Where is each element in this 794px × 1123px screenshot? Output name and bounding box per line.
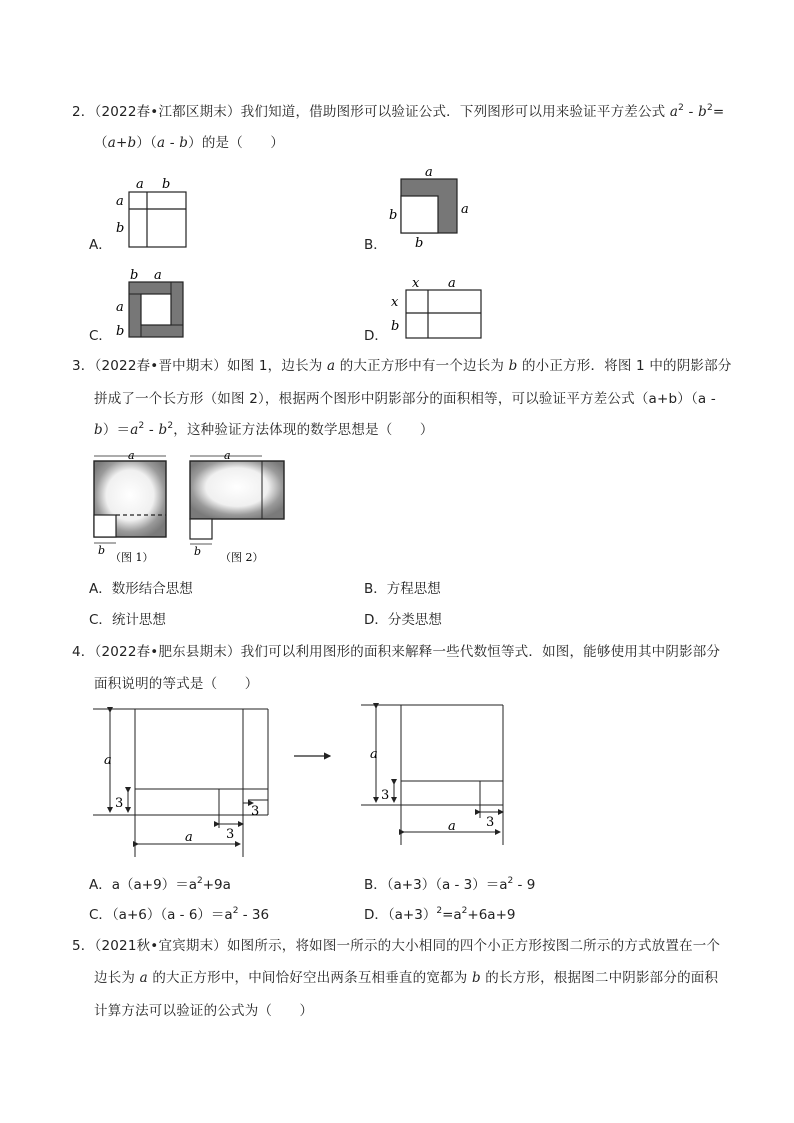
q2-formula-eq: = [712,104,725,120]
q2-figure-c [110,265,190,345]
q2-option-d-label[interactable]: D． [364,328,388,344]
q2-text-a: 我们知道，借助图形可以验证公式．下列图形可以用来验证平方差公式 [240,104,666,120]
q4-opt-a-p1: a（a+9）＝a [111,877,197,893]
q5-l2-var-a: a [139,970,148,986]
q2-fa-a-top: a [136,177,144,192]
q4-opt-d-label: D． [364,907,388,923]
q2-figure-d [385,272,485,344]
q2-figure-a [110,172,190,252]
q2-l2-end: ）的是（ ） [188,135,285,151]
q2-formula-a: a [669,104,679,120]
q3-l1-c: 的大正方形中有一个边长为 [335,358,509,374]
q4-right-3-bottom: 3 [486,815,495,830]
q2-option-c-label[interactable]: C． [89,328,112,344]
q3-opt-c-label: C． [89,612,112,628]
q2-option-b-label[interactable]: B． [364,237,387,253]
q3-opt-d-text: 分类思想 [387,612,442,628]
q4-opt-a-label: A． [89,877,112,893]
q3-opt-b-label: B． [364,581,387,597]
q4-opt-b-p2: - 9 [513,877,536,893]
q3-fig2-a: a [224,449,231,462]
q4-opt-d-p2: =a [442,907,462,923]
q2-l2-mid: ）（ [136,135,157,151]
q3-l1-a: 如图 1，边长为 [226,358,327,374]
q3-l3-rest: ，这种验证方法体现的数学思想是（ ） [173,422,434,438]
q5-number: 5． [72,938,95,954]
q2-fd-a-top: a [448,276,456,291]
q3-option-c[interactable] [89,611,166,629]
q5-line3: 计算方法可以验证的公式为（ ） [94,1003,314,1019]
q4-option-a[interactable]: A．$a(a+9)=a^2+9a$ [89,876,231,893]
q2-l2-minus: - [165,135,180,151]
q3-line3: $b)=a^2 - b^2$，这种验证方法体现的数学思想是（ ） [94,421,434,438]
q3-l3-a: a [130,422,139,438]
q4-opt-c-label: C． [89,907,112,923]
q2-fb-b-left: b [389,208,398,223]
q3-fig2-label: （图 2） [220,551,264,564]
q2-fc-b-top: b [130,268,139,283]
q3-l1-var-a: a [326,358,336,374]
q4-option-c[interactable]: C．$(a+6)(a - 6)=a^2 - 36$ [89,906,270,923]
q4-figures [88,700,518,865]
q3-opt-b-text: 方程思想 [386,581,441,597]
q3-l3-minus: - [144,422,159,438]
q5-line2 [94,969,718,987]
q4-opt-a-p2: +9a [202,877,231,893]
q3-source: （2022春•晋中期末） [94,358,227,374]
q4-right-a-vert: a [370,747,378,762]
q2-fb-a-top: a [425,165,433,180]
q2-fc-b-left: b [116,324,125,339]
q2-fa-a-left: a [116,194,124,209]
q5-l2-var-b: b [471,970,481,986]
q3-l3-eq: ）＝ [102,422,131,438]
q2-line1: 2．（2022春•江都区期末）我们知道，借助图形可以验证公式．下列图形可以用来验证平方差公式 $a^2 - b^2=$ [72,103,725,120]
q2-fb-a-right: a [461,202,469,217]
q4-source: （2022春•肥东县期末） [94,644,241,660]
q2-figure-b [385,163,475,253]
q2-l2-a: a [156,135,166,151]
q4-opt-d-p3: +6a+9 [467,907,516,923]
q5-l2-e: 的长方形，根据图二中阴影部分的面积 [480,970,719,986]
q4-left-a-horiz: a [185,830,193,845]
q4-left-3-right: 3 [251,804,260,819]
q2-fd-x-left: x [391,295,399,310]
q4-l1: 我们可以利用图形的面积来解释一些代数恒等式．如图，能够使用其中阴影部分 [240,644,721,660]
q3-option-a[interactable] [89,580,193,598]
q2-formula-b: b [698,104,707,120]
q5-source: （2021秋•宜宾期末） [94,938,227,954]
q3-line1 [72,357,732,375]
q4-left-a-vert: a [104,753,112,768]
q3-fig1-a: a [128,449,135,462]
q4-number: 4． [72,644,95,660]
q3-fig2-b: b [194,545,202,558]
q4-option-b[interactable]: B．$(a+3)(a - 3)=a^2 - 9$ [364,876,536,893]
q4-opt-b-p1: （a+3）（a - 3）＝a [386,877,508,893]
q4-right-a-horiz: a [448,819,456,834]
q2-line2 [94,134,284,152]
q4-opt-b-label: B． [364,877,387,893]
q4-line1 [72,643,720,661]
q5-l2-c: 的大正方形中，中间恰好空出两条互相垂直的宽都为 [147,970,472,986]
q3-fig1-b: b [98,544,106,557]
q3-option-d[interactable] [364,611,442,629]
q2-fa-b-left: b [116,221,125,236]
q2-fd-x-top: x [412,276,420,291]
q3-fig1-label: （图 1） [110,551,154,564]
q3-l3-b: b [94,422,103,438]
q4-opt-d-p1: （a+3） [387,907,437,923]
q2-fa-b-top: b [162,177,171,192]
q4-left-3-bottom: 3 [226,827,235,842]
q4-line2: 面积说明的等式是（ ） [94,676,259,692]
q5-l2-a: 边长为 [94,970,140,986]
q5-l1: 如图所示，将如图一所示的大小相同的四个小正方形按图二所示的方式放置在一个 [226,938,721,954]
q3-l3-b2: b [158,422,168,438]
q4-opt-c-p2: - 36 [238,907,270,923]
q4-option-d[interactable]: D．$(a+3)^2=a^2+6a+9$ [364,906,516,923]
q3-line2: 拼成了一个长方形（如图 2），根据两个图形中阴影部分的面积相等，可以验证平方差公式（a+b）（a - [94,391,716,407]
q3-option-b[interactable] [364,580,441,598]
q3-l1-e: 的小正方形．将图 1 中的阴影部分 [517,358,732,374]
q4-opt-c-p1: （a+6）（a - 6）＝a [111,907,233,923]
q3-opt-a-text: 数形结合思想 [111,581,193,597]
q2-l2-apb: a+b [107,135,137,151]
q2-l2-paren: （ [94,135,108,151]
q4-right-3-vert: 3 [381,788,390,803]
q2-fc-a-left: a [116,300,124,315]
q5-line1 [72,937,720,955]
q3-number: 3． [72,358,95,374]
q2-fb-b-bottom: b [415,236,424,251]
q2-fc-a-top: a [154,268,162,283]
q3-opt-a-label: A． [89,581,112,597]
q3-opt-d-label: D． [364,612,388,628]
q4-left-3-vert: 3 [115,796,124,811]
q2-source: （2022春•江都区期末） [94,104,241,120]
q3-figures [86,448,296,573]
q2-l2-b: b [179,135,189,151]
q3-opt-c-text: 统计思想 [111,612,166,628]
q2-option-a-label[interactable]: A． [89,237,112,253]
q3-l1-var-b: b [508,358,518,374]
q2-number: 2． [72,104,95,120]
q2-fd-b-left: b [391,319,400,334]
